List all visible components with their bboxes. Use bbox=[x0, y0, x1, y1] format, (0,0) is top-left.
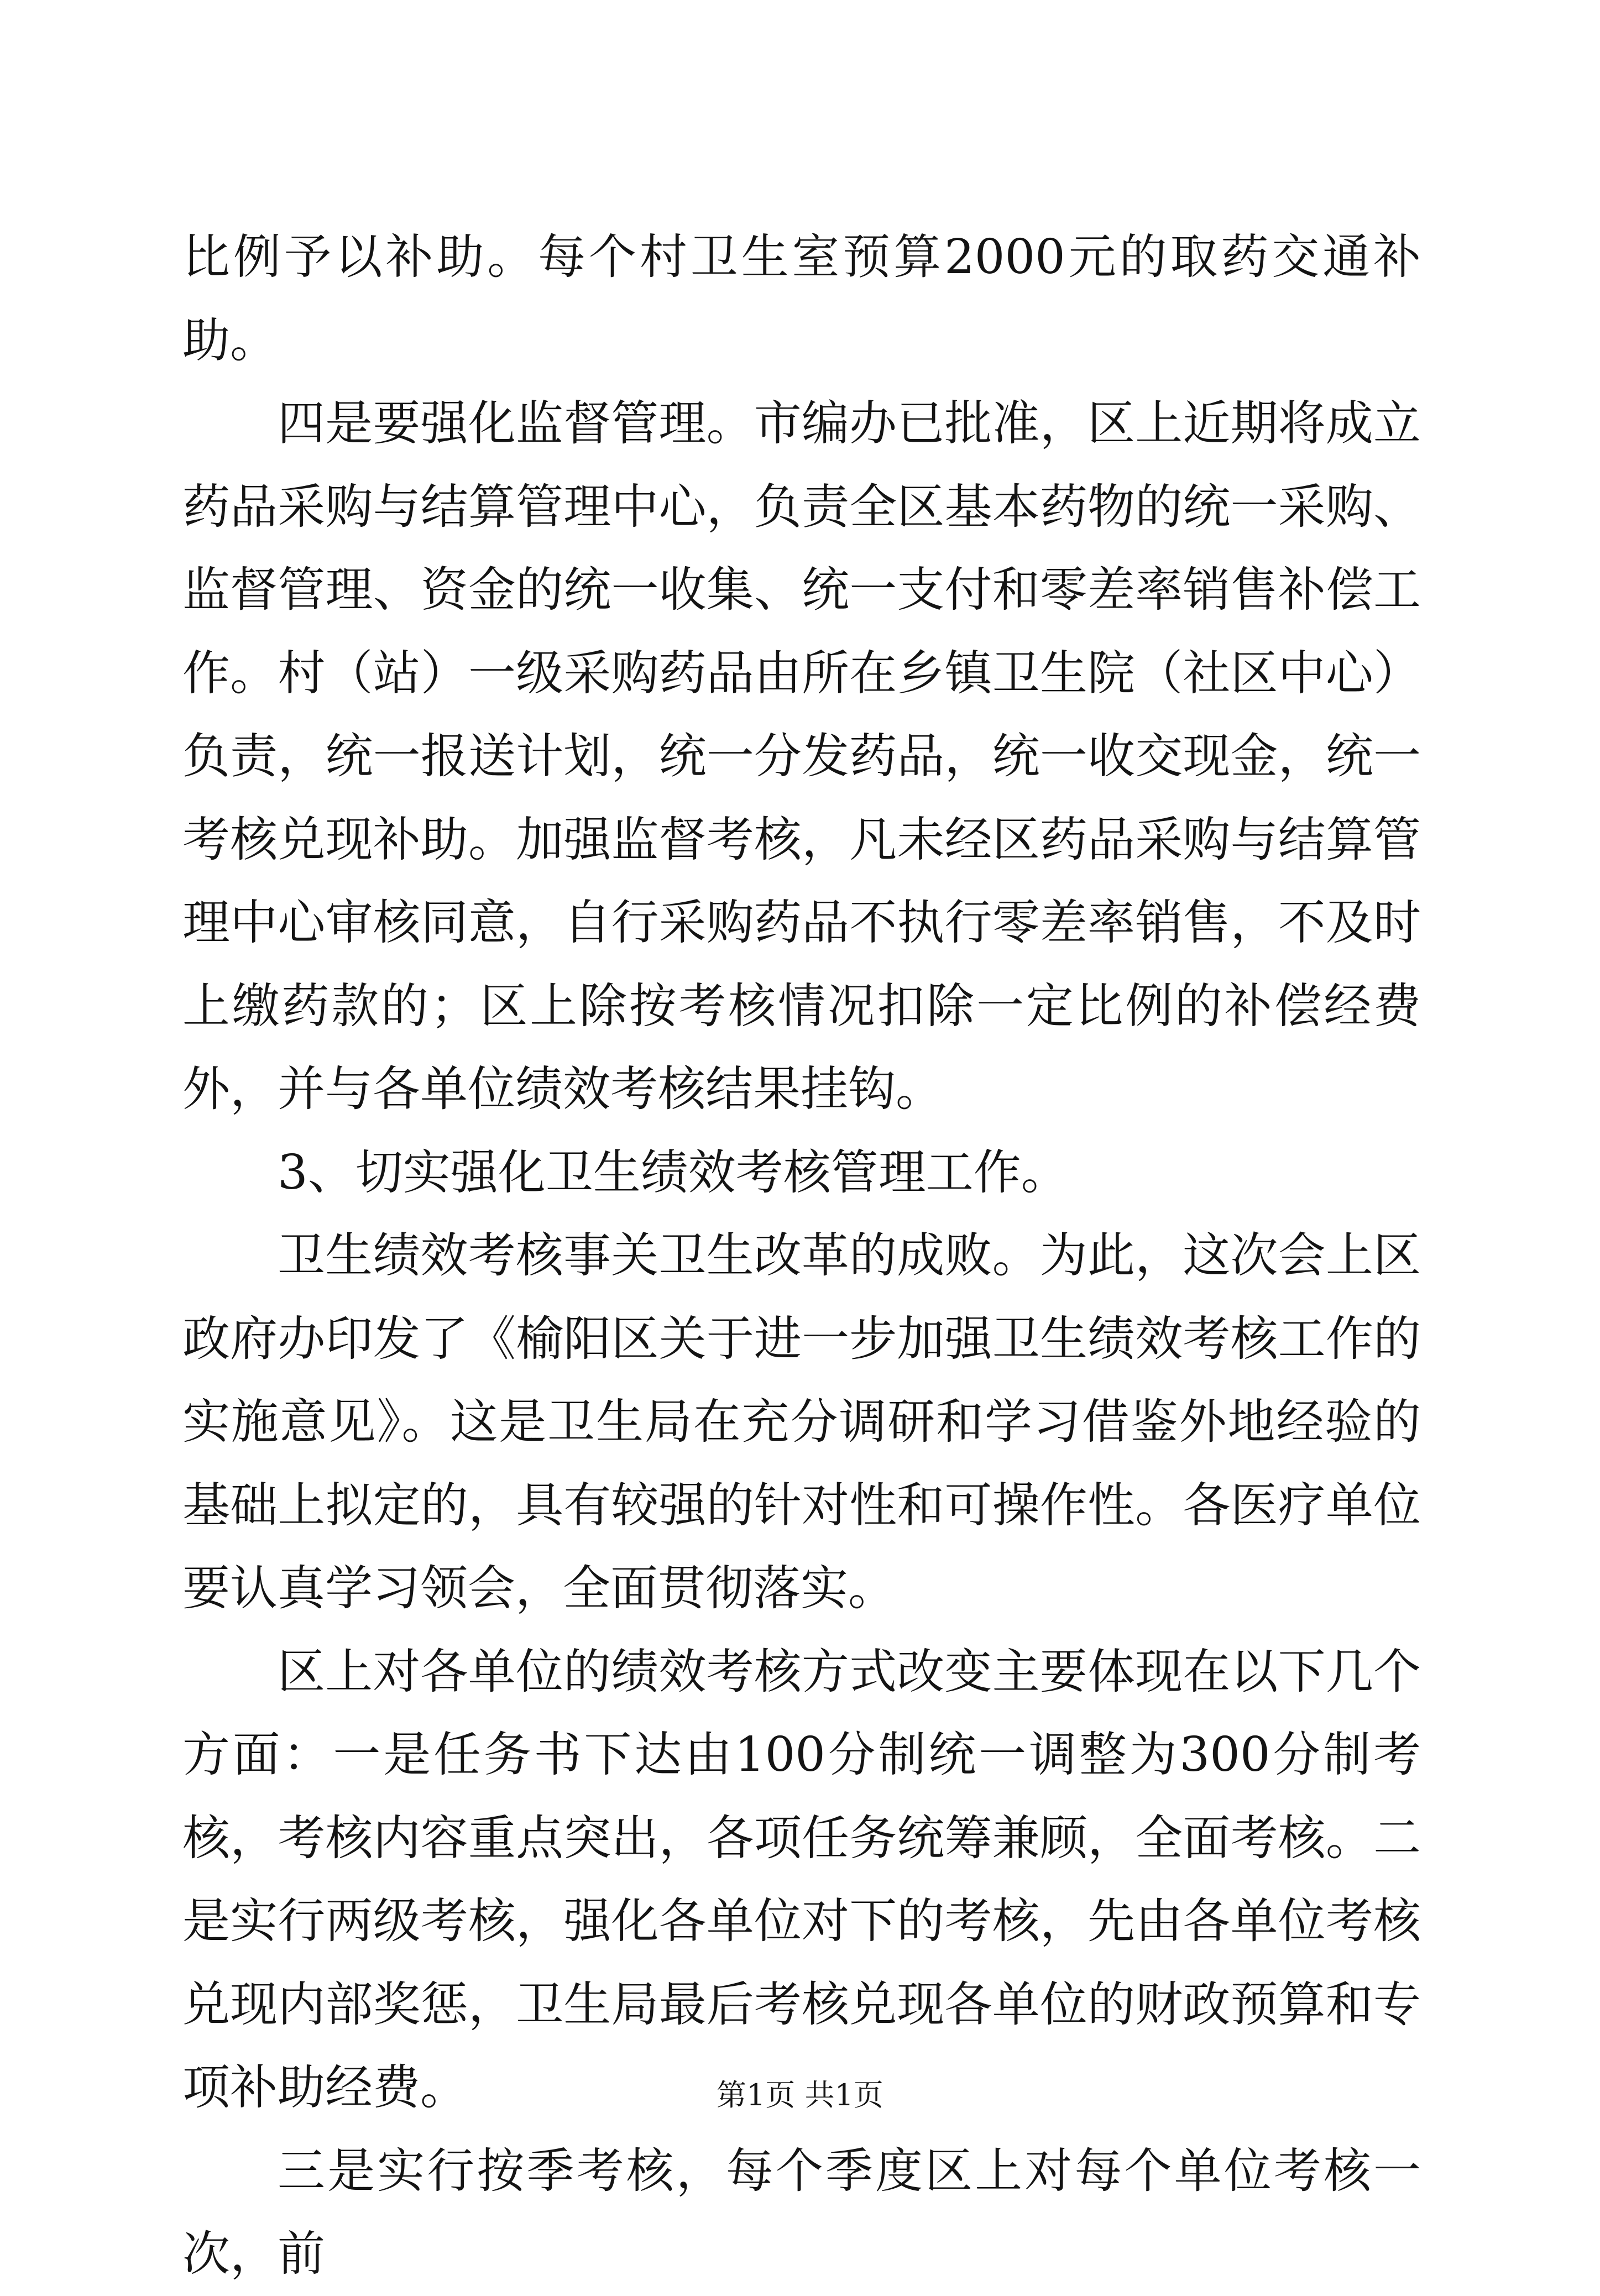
document-body bbox=[182, 216, 1421, 2296]
section-heading-performance: 3、切实强化卫生绩效考核管理工作。 bbox=[278, 1144, 1069, 1200]
paragraph-supervision: 四是要强化监督管理。市编办已批准，区上近期将成立药品采购与结算管理中心，负责全区基本药物的统一采购、监督管理、资金的统一收集、统一支付和零差率销售补偿工作。村（站）一级采购药品由所在乡镇卫生院（社区中心）负责，统一报送计划，统一分发药品，统一收交现金，统一考核兑现补助。加强监督考核，凡未经区药品采购与结算管理中心审核同意，自行采购药品不执行零差率销售，不及时上缴药款的；区上除按考核情况扣除一定比例的补偿经费外，并与各单位绩效考核结果挂钩。 bbox=[182, 396, 1421, 1117]
paragraph-quarterly-assessment: 三是实行按季考核，每个季度区上对每个单位考核一次，前 bbox=[182, 2143, 1421, 2282]
paragraph-continuation: 比例予以补助。每个村卫生室预算2000元的取药交通补助。 bbox=[182, 229, 1421, 368]
paragraph-performance-intro: 卫生绩效考核事关卫生改革的成败。为此，这次会上区政府办印发了《榆阳区关于进一步加强卫生绩效考核工作的实施意见》。这是卫生局在充分调研和学习借鉴外地经验的基础上拟定的，具有较强的针对性和可操作性。各医疗单位要认真学习领会，全面贯彻落实。 bbox=[182, 1228, 1421, 1616]
paragraph-assessment-changes: 区上对各单位的绩效考核方式改变主要体现在以下几个方面：一是任务书下达由100分制统一调整为300分制考核，考核内容重点突出，各项任务统筹兼顾，全面考核。二是实行两级考核，强化各单位对下的考核，先由各单位考核兑现内部奖惩，卫生局最后考核兑现各单位的财政预算和专项补助经费。 bbox=[182, 1644, 1421, 2115]
page-footer: 第1页 共1页 bbox=[717, 2078, 883, 2112]
